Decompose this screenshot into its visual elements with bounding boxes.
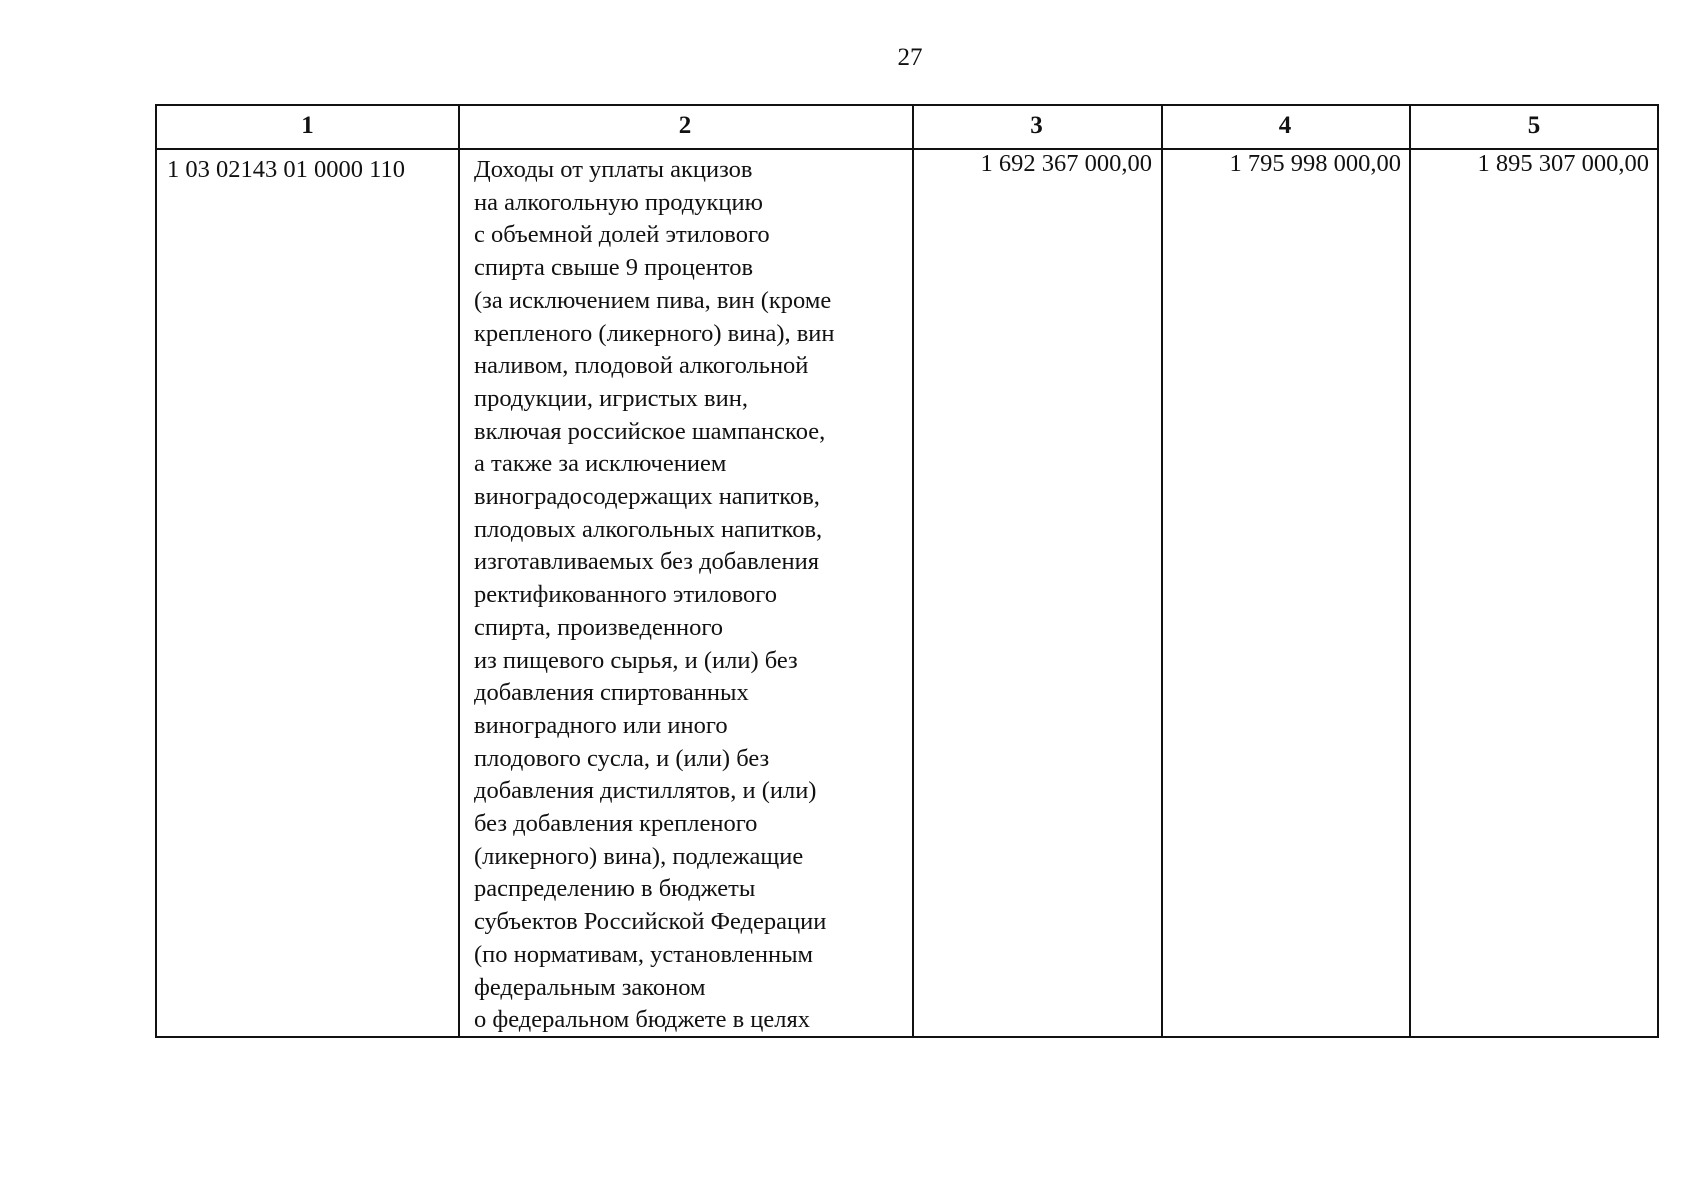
description-line: спирта свыше 9 процентов (474, 254, 754, 282)
row-value-col5: 1 895 307 000,00 (1477, 150, 1649, 177)
description-line: добавления спиртованных (474, 679, 749, 707)
description-line: с объемной долей этилового (474, 221, 770, 249)
description-line: плодовых алкогольных напитков, (474, 515, 823, 543)
description-line: наливом, плодовой алкогольной (474, 352, 809, 380)
budget-table (155, 104, 1659, 1038)
column-divider (1161, 106, 1163, 1036)
row-description (474, 154, 904, 1037)
header-col-2: 2 (678, 112, 692, 139)
description-line: из пищевого сырья, и (или) без (474, 646, 798, 674)
description-line: федеральным законом (474, 973, 706, 1001)
description-line: (ликерного) вина), подлежащие (474, 842, 804, 870)
column-divider (1409, 106, 1411, 1036)
column-divider (458, 106, 460, 1036)
description-line: ректификованного этилового (474, 581, 777, 609)
header-col-3: 3 (1030, 112, 1043, 139)
row-value-col3: 1 692 367 000,00 (980, 150, 1152, 177)
description-line: виноградосодержащих напитков, (474, 483, 820, 511)
description-line: плодового сусла, и (или) без (474, 744, 770, 772)
page-number: 27 (897, 44, 923, 71)
description-line: включая российское шампанское, (474, 417, 826, 445)
description-line: а также за исключением (474, 450, 727, 478)
description-line: добавления дистиллятов, и (или) (474, 777, 817, 805)
description-line: на алкогольную продукцию (474, 188, 763, 216)
description-line: продукции, игристых вин, (474, 384, 748, 412)
description-line: без добавления крепленого (474, 810, 758, 838)
description-line: (за исключением пива, вин (кроме (474, 286, 832, 314)
header-col-5: 5 (1527, 112, 1541, 139)
row-code: 1 03 02143 01 0000 110 (167, 156, 405, 183)
description-line: спирта, произведенного (474, 613, 724, 641)
header-col-4: 4 (1278, 112, 1292, 139)
description-line: крепленого (ликерного) вина), вин (474, 319, 835, 347)
description-line: виноградного или иного (474, 711, 728, 739)
description-line: распределению в бюджеты (474, 875, 756, 903)
description-line: о федеральном бюджете в целях (474, 1006, 811, 1034)
description-line: изготавливаемых без добавления (474, 548, 819, 576)
description-line: субъектов Российской Федерации (474, 908, 827, 936)
description-line: Доходы от уплаты акцизов (474, 156, 753, 183)
column-divider (912, 106, 914, 1036)
header-col-1: 1 (301, 112, 314, 139)
description-line: (по нормативам, установленным (474, 940, 814, 968)
row-value-col4: 1 795 998 000,00 (1229, 150, 1401, 177)
